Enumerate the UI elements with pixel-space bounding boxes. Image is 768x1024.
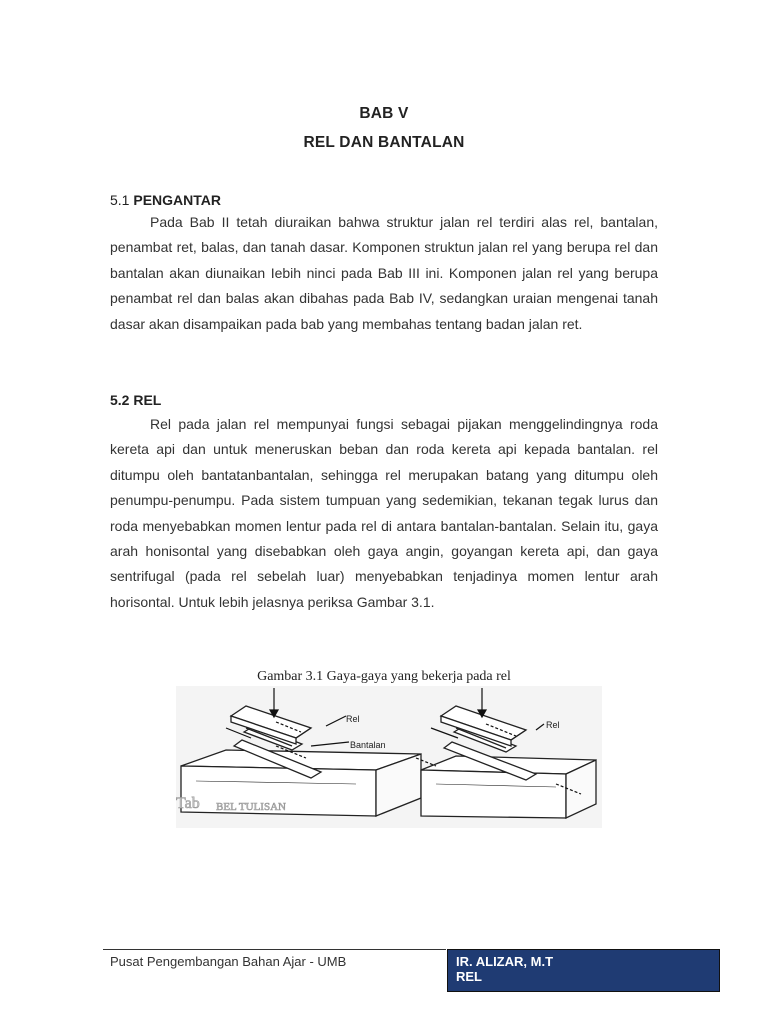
chapter-label: BAB V: [359, 105, 409, 122]
section-number: 5.1: [110, 192, 130, 208]
section-heading-5-1: [110, 192, 221, 208]
svg-text:Tab: Tab: [176, 795, 200, 812]
footer-divider: [103, 949, 446, 950]
figure-caption: Gambar 3.1 Gaya-gaya yang bekerja pada rel: [257, 669, 511, 684]
label-rel-right: Rel: [546, 720, 560, 730]
paragraph-rel: Rel pada jalan rel mempunyai fungsi sebagai pijakan menggelindingnya roda kereta api dan untuk meneruskan beban dan roda kereta api kepada bantalan. rel ditumpu oleh bantatanbantalan, sehingga rel merupakan batang yang ditumpu oleh penumpu-penumpu. Pada sistem tumpuan yang sedemikian, tekanan tegak lurus dan roda menyebabkan momen lentur pada rel di antara bantalan-bantalan. Selain itu, gaya arah honisontal yang disebabkan oleh gaya angin, goyangan kereta api, dan gaya sentrifugal (pada rel sebelah luar) menyebabkan tenjadinya momen lentur arah horisontal. Untuk lebih jelasnya periksa Gambar 3.1.: [110, 416, 658, 610]
rail-sleeper-figure: [176, 686, 602, 828]
footer-author: IR. ALIZAR, M.T: [456, 954, 554, 969]
label-bantalan: Bantalan: [350, 740, 386, 750]
footer-institution: Pusat Pengembangan Bahan Ajar - UMB: [110, 954, 347, 969]
chapter-title: REL DAN BANTALAN: [303, 134, 465, 151]
svg-text:BEL TULISAN: BEL TULISAN: [216, 801, 286, 813]
section-heading-5-2: 5.2 REL: [110, 392, 162, 408]
footer-subject: REL: [456, 969, 482, 984]
section-title: PENGANTAR: [133, 192, 221, 208]
paragraph-pengantar: Pada Bab II tetah diuraikan bahwa struktur jalan rel terdiri alas rel, bantalan, penambat ret, balas, dan tanah dasar. Komponen struktun jalan rel yang berupa rel dan bantalan akan diunaikan Iebih ninci pada Bab III ini. Komponen jalan rel yang berupa penambat rel dan balas akan dibahas pada Bab IV, sedangkan uraian mengenai tanah dasar akan disampaikan pada bab yang membahas tentang badan jalan ret.: [110, 214, 658, 332]
footer-author-box: [447, 949, 720, 992]
label-rel-left: Rel: [346, 714, 360, 724]
